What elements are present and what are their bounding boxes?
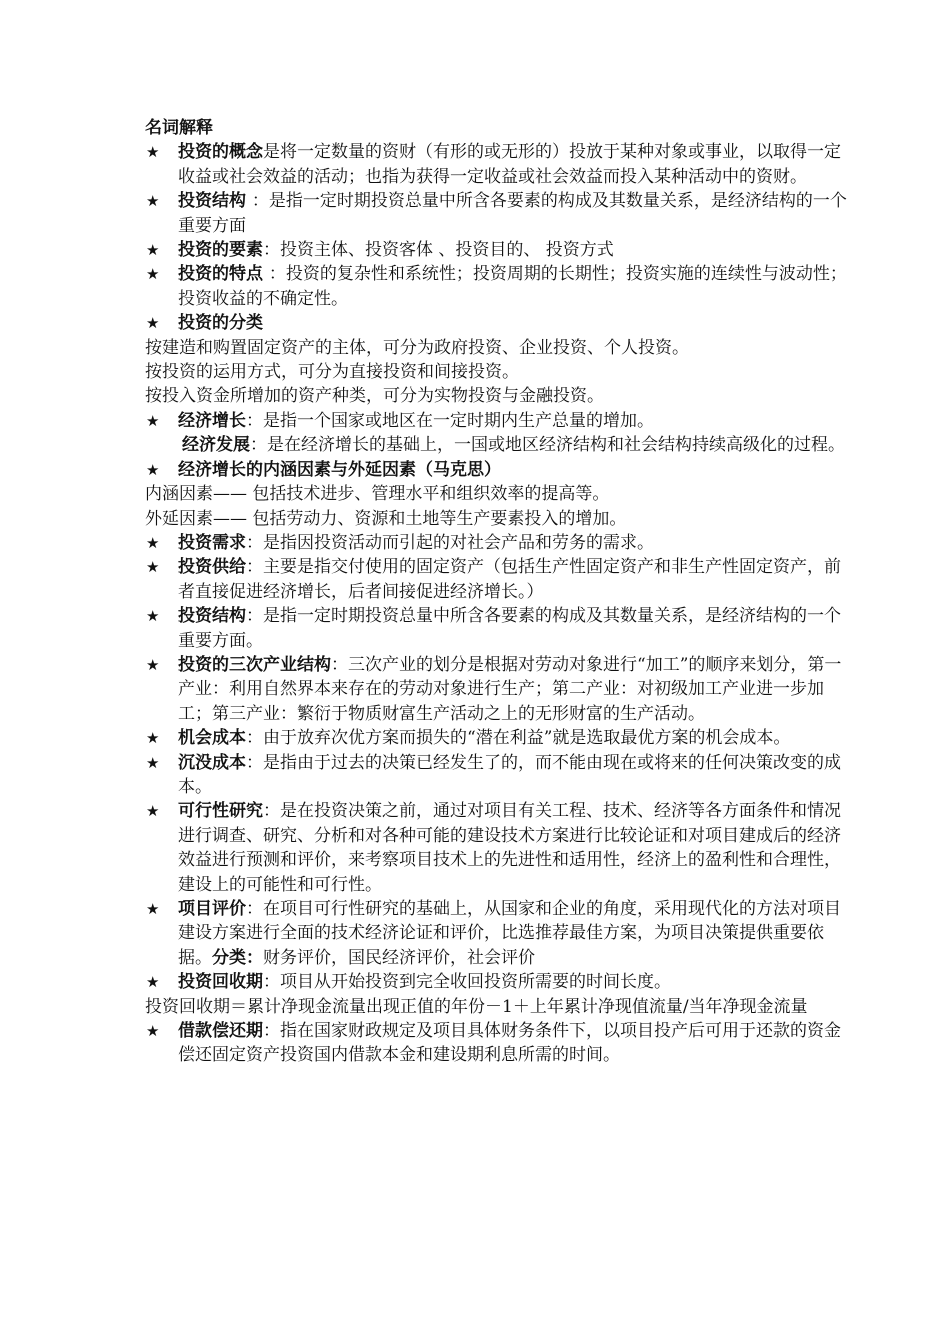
term: 借款偿还期: [178, 1021, 263, 1042]
definition: ：是在投资决策之前，通过对项目有关工程、技术、经济等各方面条件和情况进行调查、研究、分析和对各种可能的建设技术方案进行比较论证和对项目建成后的经济效益进行预测和评价，来考察项目技术上的先进性和适用性，经济上的盈利性和合理性，建设上的可能性和可行性。: [178, 801, 841, 895]
term: 投资的三次产业结构: [178, 654, 331, 675]
definition: ：项目从开始投资到完全收回投资所需要的时间长度。: [263, 972, 671, 993]
term: 机会成本: [178, 728, 246, 749]
definition: ：指在国家财政规定及项目具体财务条件下，以项目投产后可用于还款的资金偿还固定资产投资国内借款本金和建设期利息所需的时间。: [178, 1021, 841, 1066]
term: 投资的要素: [178, 240, 263, 261]
section-heading: 名词解释: [145, 118, 213, 138]
factor-line: 外延因素—— 包括劳动力、资源和土地等生产要素投入的增加。: [145, 508, 627, 529]
definition: ：主要是指交付使用的固定资产（包括生产性固定资产和非生产性固定资产，前者直接促进经济增长，后者间接促进经济增长。）: [178, 557, 841, 602]
entry-payback-period: [145, 970, 850, 994]
star-bullet-icon: ★: [146, 973, 160, 992]
star-bullet-icon: ★: [146, 558, 160, 577]
star-bullet-icon: ★: [146, 241, 160, 260]
star-bullet-icon: ★: [146, 729, 160, 748]
entry-three-industries: [145, 653, 850, 726]
star-bullet-icon: ★: [146, 265, 160, 284]
definition: ：三次产业的划分是根据对劳动对象进行“加工”的顺序来划分，第一产业：利用自然界本来存在的劳动对象进行生产；第二产业：对初级加工产业进一步加工；第三产业：繁衍于物质财富生产活动之上的无形财富的生产活动。: [178, 654, 842, 724]
entry-investment-classification: [145, 311, 850, 335]
factor-line: 内涵因素—— 包括技术进步、管理水平和组织效率的提高等。: [145, 484, 610, 505]
term: 可行性研究: [178, 801, 263, 822]
definition: ：是指一定时期投资总量中所含各要素的构成及其数量关系，是经济结构的一个重要方面。: [178, 606, 841, 651]
definition: ：是指一个国家或地区在一定时期内生产总量的增加。: [246, 410, 654, 431]
definition: 财务评价，国民经济评价，社会评价: [263, 947, 535, 968]
star-bullet-icon: ★: [146, 314, 160, 333]
entry-loan-repayment-period: [145, 1019, 850, 1068]
entry-growth-factors: [145, 458, 850, 482]
term: 经济增长: [178, 410, 246, 431]
star-bullet-icon: ★: [146, 802, 160, 821]
definition: ：是指一定时期投资总量中所含各要素的构成及其数量关系，是经济结构的一个重要方面: [178, 191, 847, 236]
term: 项目评价: [178, 899, 246, 919]
definition: ：是指由于过去的决策已经发生了的，而不能由现在或将来的任何决策改变的成本。: [178, 752, 841, 797]
entry-investment-structure-2: [145, 604, 850, 653]
entry-investment-concept: [145, 140, 850, 189]
term: 投资的分类: [178, 313, 263, 334]
definition: ：是指因投资活动而引起的对社会产品和劳务的需求。: [246, 532, 654, 553]
star-bullet-icon: ★: [146, 460, 160, 479]
term: 经济发展: [182, 435, 250, 456]
term: 投资的概念: [178, 142, 263, 163]
star-bullet-icon: ★: [146, 143, 160, 162]
classification-line: 按投入资金所增加的资产种类，可分为实物投资与金融投资。: [145, 386, 604, 407]
definition: ：投资主体、投资客体 、投资目的、 投资方式: [263, 240, 614, 261]
term: 投资需求: [178, 532, 246, 553]
entry-feasibility-study: [145, 799, 850, 897]
entry-sunk-cost: [145, 751, 850, 800]
entry-project-evaluation: [145, 897, 850, 970]
term: 沉没成本: [178, 752, 246, 773]
term: 投资的特点: [178, 264, 269, 285]
classification-line: 按建造和购置固定资产的主体，可分为政府投资、企业投资、个人投资。: [145, 337, 689, 358]
entry-opportunity-cost: [145, 726, 850, 750]
definition: ：投资的复杂性和系统性；投资周期的长期性；投资实施的连续性与波动性；投资收益的不确定性。: [178, 264, 847, 309]
entry-economic-development: [145, 433, 850, 457]
entry-investment-elements: [145, 238, 850, 262]
definition: 是将一定数量的资财（有形的或无形的）投放于某种对象或事业，以取得一定收益或社会效益的活动；也指为获得一定收益或社会效益而投入某种活动中的资财。: [178, 142, 841, 187]
star-bullet-icon: ★: [146, 533, 160, 552]
term: 分类：: [212, 947, 263, 968]
star-bullet-icon: ★: [146, 607, 160, 626]
entry-economic-growth: [145, 409, 850, 433]
entry-investment-supply: [145, 555, 850, 604]
star-bullet-icon: ★: [146, 655, 160, 674]
entry-investment-demand: [145, 531, 850, 555]
payback-formula: 投资回收期＝累计净现金流量出现正值的年份－1＋上年累计净现值流量/当年净现金流量: [145, 996, 808, 1017]
definition: ：由于放弃次优方案而损失的“潜在利益”就是选取最优方案的机会成本。: [246, 728, 791, 749]
entry-investment-structure: [145, 189, 850, 238]
entry-investment-features: [145, 262, 850, 311]
term: 经济增长的内涵因素与外延因素（马克思）: [178, 459, 501, 480]
star-bullet-icon: ★: [146, 411, 160, 430]
star-bullet-icon: ★: [146, 753, 160, 772]
term: 投资供给: [178, 557, 246, 578]
term: 投资结构: [178, 191, 252, 212]
star-bullet-icon: ★: [146, 192, 160, 211]
classification-line: 按投资的运用方式，可分为直接投资和间接投资。: [145, 362, 519, 383]
star-bullet-icon: ★: [146, 1022, 160, 1041]
definition: ：在项目可行性研究的基础上，从国家和企业的角度，采用现代化的方法对项目建设方案进行全面的技术经济论证和评价，比选推荐最佳方案，为项目决策提供重要依据。: [178, 899, 841, 968]
definition: ：是在经济增长的基础上，一国或地区经济结构和社会结构持续高级化的过程。: [250, 435, 845, 456]
term: 投资结构: [178, 606, 246, 627]
term: 投资回收期: [178, 972, 263, 993]
star-bullet-icon: ★: [146, 900, 160, 918]
